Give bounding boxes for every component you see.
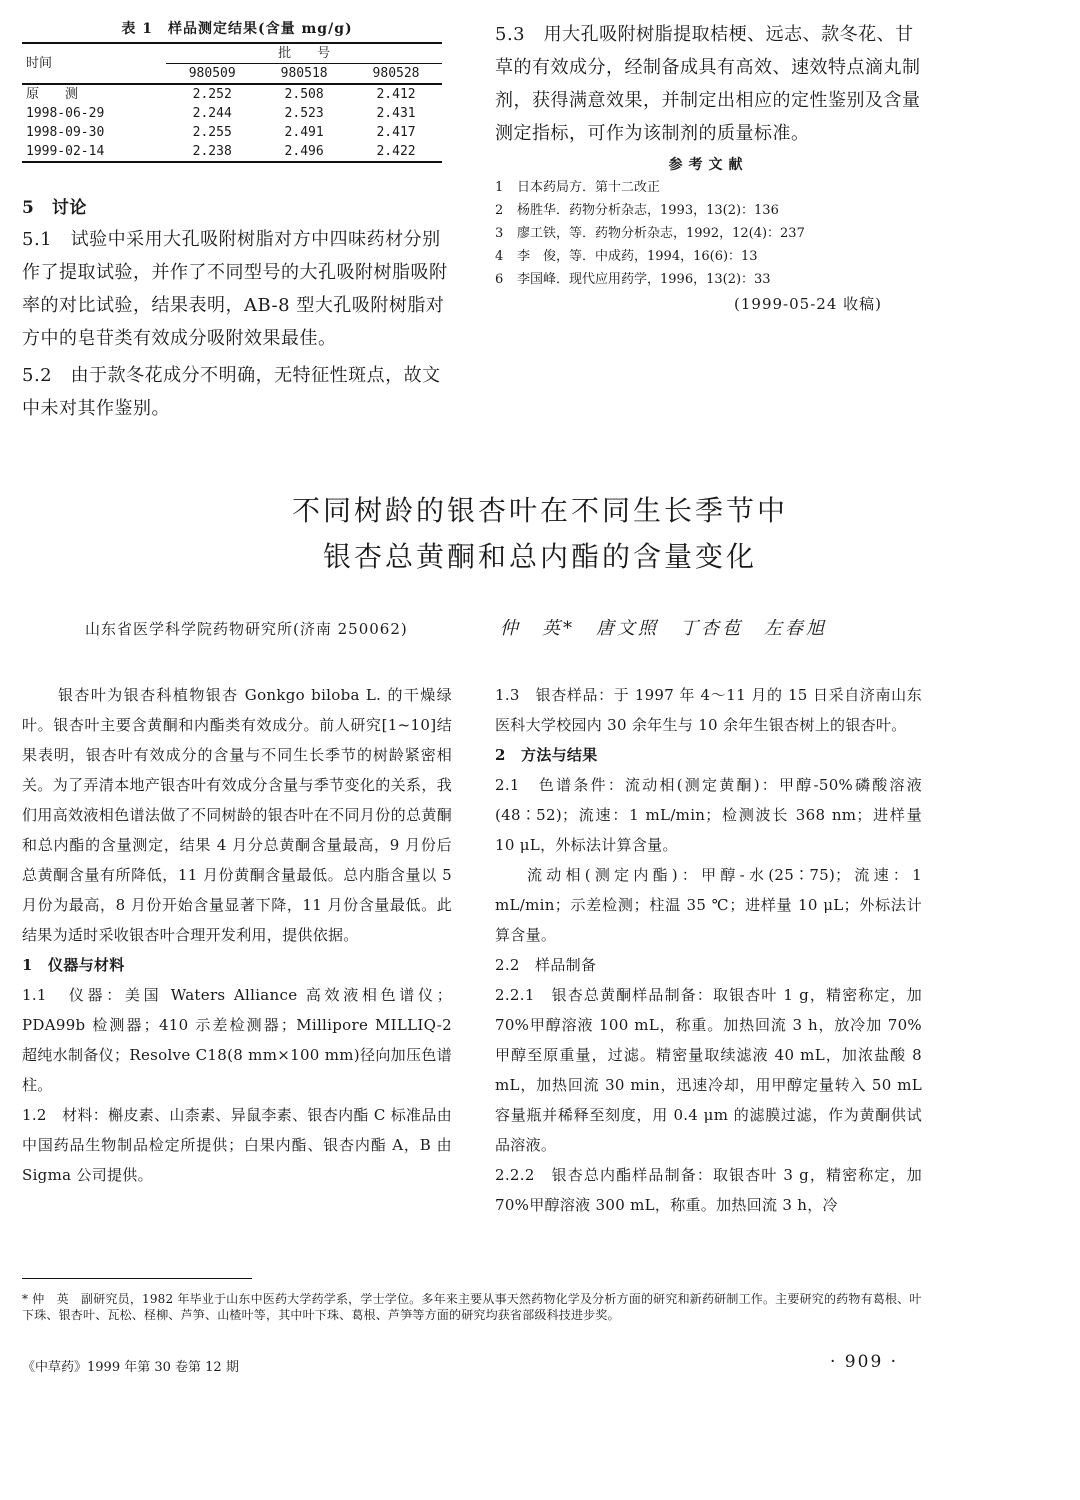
table-cell-time: 1999-02-14 xyxy=(22,142,166,162)
table-cell: 2.255 xyxy=(192,125,232,140)
table-cell: 2.496 xyxy=(258,142,350,162)
table-cell: 2.431 xyxy=(376,106,416,121)
table-row xyxy=(22,84,442,104)
discussion-5-3: 5.3 用大孔吸附树脂提取桔梗、远志、款冬花、甘草的有效成分，经制备成具有高效、速效特点滴丸制剂，获得满意效果，并制定出相应的定性鉴别及含量测定指标，可作为该制剂的质量标准。 xyxy=(495,24,921,144)
table-cell: 2.417 xyxy=(376,125,416,140)
section-1-1: 1.1 仪器：美国 Waters Alliance 高效液相色谱仪；PDA99b 检测器；410 示差检测器；Millipore MILLIQ-2 超纯水制备仪；Resolve C18(8 mm×100 mm)径向加压色谱柱。 xyxy=(22,986,452,1094)
table-cell: 2.523 xyxy=(284,106,324,121)
table-row xyxy=(22,123,442,142)
journal-citation: 《中草药》1999 年第 30 卷第 12 期 xyxy=(22,1360,239,1375)
reference-item: 6 李国峰．现代应用药学，1996，13(2)：33 xyxy=(495,272,771,287)
table-1 xyxy=(22,42,442,163)
discussion-5-2: 5.2 由于款冬花成分不明确，无特征性斑点，故文中未对其作鉴别。 xyxy=(22,365,441,419)
table-header-batch-2: 980518 xyxy=(258,64,350,85)
article-left-column xyxy=(22,680,452,1190)
received-date: (1999-05-24 收稿) xyxy=(734,295,882,313)
table-cell-time: 1998-09-30 xyxy=(26,125,105,140)
page-number: · 909 · xyxy=(830,1352,899,1372)
authors: 仲 英* 唐文照 丁杏苞 左春旭 xyxy=(500,618,827,639)
affiliation: 山东省医学科学院药物研究所(济南 250062) xyxy=(85,620,408,638)
table-cell-time: 原 测 xyxy=(26,87,79,102)
table-cell: 2.491 xyxy=(284,125,324,140)
footnote-rule xyxy=(22,1278,252,1279)
table-row xyxy=(22,142,442,162)
section-1-heading: 1 仪器与材料 xyxy=(22,956,125,974)
table-1-block xyxy=(22,18,452,163)
section-2-heading: 2 方法与结果 xyxy=(495,746,598,764)
table-header-batch: 批 号 xyxy=(166,43,442,64)
section-2-1-lactone: 流动相(测定内酯)：甲醇-水(25∶75)；流速：1 mL/min；示差检测；柱温 35 ℃；进样量 10 μL；外标法计算含量。 xyxy=(495,866,922,944)
section-1-3: 1.3 银杏样品：于 1997 年 4～11 月的 15 日采自济南山东医科大学校园内 30 余年生与 10 余年生银杏树上的银杏叶。 xyxy=(495,686,922,734)
article-right-column xyxy=(495,680,922,1220)
section-2-2-1: 2.2.1 银杏总黄酮样品制备：取银杏叶 1 g，精密称定，加 70%甲醇溶液 100 mL，称重。加热回流 3 h，放冷加 70%甲醇至原重量，过滤。精密量取续滤液 40 mL，加浓盐酸 8 mL，加热回流 30 min，迅速冷却，用甲醇定量转入 50 mL 容量瓶并稀释至刻度，用 0.4 μm 的滤膜过滤，作为黄酮供试品溶液。 xyxy=(495,986,922,1154)
section-2-2-2: 2.2.2 银杏总内酯样品制备：取银杏叶 3 g，精密称定，加 70%甲醇溶液 300 mL，称重。加热回流 3 h，冷 xyxy=(495,1166,922,1214)
discussion-left xyxy=(22,193,452,425)
table-cell: 2.412 xyxy=(376,87,416,102)
table-header-batch-1: 980509 xyxy=(166,64,258,85)
reference-item: 4 李 俊，等．中成药，1994，16(6)：13 xyxy=(495,249,758,264)
table-header-batch-3: 980528 xyxy=(350,64,442,85)
author-footnote: * 仲 英 副研究员，1982 年毕业于山东中医药大学药学系，学士学位。多年来主要从事天然药物化学及分析方面的研究和新药研制工作。主要研究的药物有葛根、叶下珠、银杏叶、瓦松、柽柳、芦笋、山楂叶等，其中叶下珠、葛根、芦笋等方面的研究均获省部级科技进步奖。 xyxy=(22,1292,922,1322)
reference-item: 3 廖工铁，等．药物分析杂志，1992，12(4)：237 xyxy=(495,226,805,241)
table-cell-time: 1998-06-29 xyxy=(26,106,105,121)
reference-item: 1 日本药局方．第十二改正 xyxy=(495,180,661,195)
reference-item: 2 杨胜华．药物分析杂志，1993，13(2)：136 xyxy=(495,203,779,218)
table-cell: 2.252 xyxy=(192,87,232,102)
discussion-heading: 5 讨论 xyxy=(22,198,87,218)
section-1-2: 1.2 材料：槲皮素、山柰素、异鼠李素、银杏内酯 C 标准品由中国药品生物制品检定所提供；白果内酯、银杏内酯 A，B 由 Sigma 公司提供。 xyxy=(22,1106,452,1184)
table-row xyxy=(22,104,442,123)
table-header-time: 时间 xyxy=(22,43,166,84)
section-2-1: 2.1 色谱条件：流动相(测定黄酮)：甲醇-50%磷酸溶液(48∶52)；流速：1 mL/min；检测波长 368 nm；进样量 10 μL，外标法计算含量。 xyxy=(495,776,922,854)
section-2-2: 2.2 样品制备 xyxy=(495,956,597,974)
discussion-5-1: 5.1 试验中采用大孔吸附树脂对方中四味药材分别作了提取试验，并作了不同型号的大孔吸附树脂吸附率的对比试验，结果表明，AB-8 型大孔吸附树脂对方中的皂苷类有效成分吸附效果最佳。 xyxy=(22,229,448,349)
reference-list xyxy=(495,176,922,291)
table-cell: 2.238 xyxy=(166,142,258,162)
intro-paragraph: 银杏叶为银杏科植物银杏 Gonkgo biloba L. 的干燥绿叶。银杏叶主要含黄酮和内酯类有效成分。前人研究[1~10]结果表明，银杏叶有效成分的含量与不同生长季节的树龄紧密相关。为了弄清本地产银杏叶有效成分含量与季节变化的关系，我们用高效液相色谱法做了不同树龄的银杏叶在不同月份的总黄酮和总内酯的含量测定，结果 4 月分总黄酮含量最高，9 月份后总黄酮含量有所降低，11 月份黄酮含量最低。总内脂含量以 5 月份为最高，8 月份开始含量显著下降，11 月份含量最低。此结果为适时采收银杏叶合理开发利用，提供依据。 xyxy=(22,686,452,944)
table-1-title: 表 1 样品测定结果(含量 mg/g) xyxy=(121,21,353,37)
table-cell: 2.422 xyxy=(350,142,442,162)
article-title-line-2: 银杏总黄酮和总内酯的含量变化 xyxy=(322,540,757,573)
references-title: 参考文献 xyxy=(668,157,749,173)
table-cell: 2.508 xyxy=(284,87,324,102)
table-cell: 2.244 xyxy=(192,106,232,121)
article-title-line-1: 不同树龄的银杏叶在不同生长季节中 xyxy=(291,494,788,527)
discussion-right xyxy=(495,18,922,314)
